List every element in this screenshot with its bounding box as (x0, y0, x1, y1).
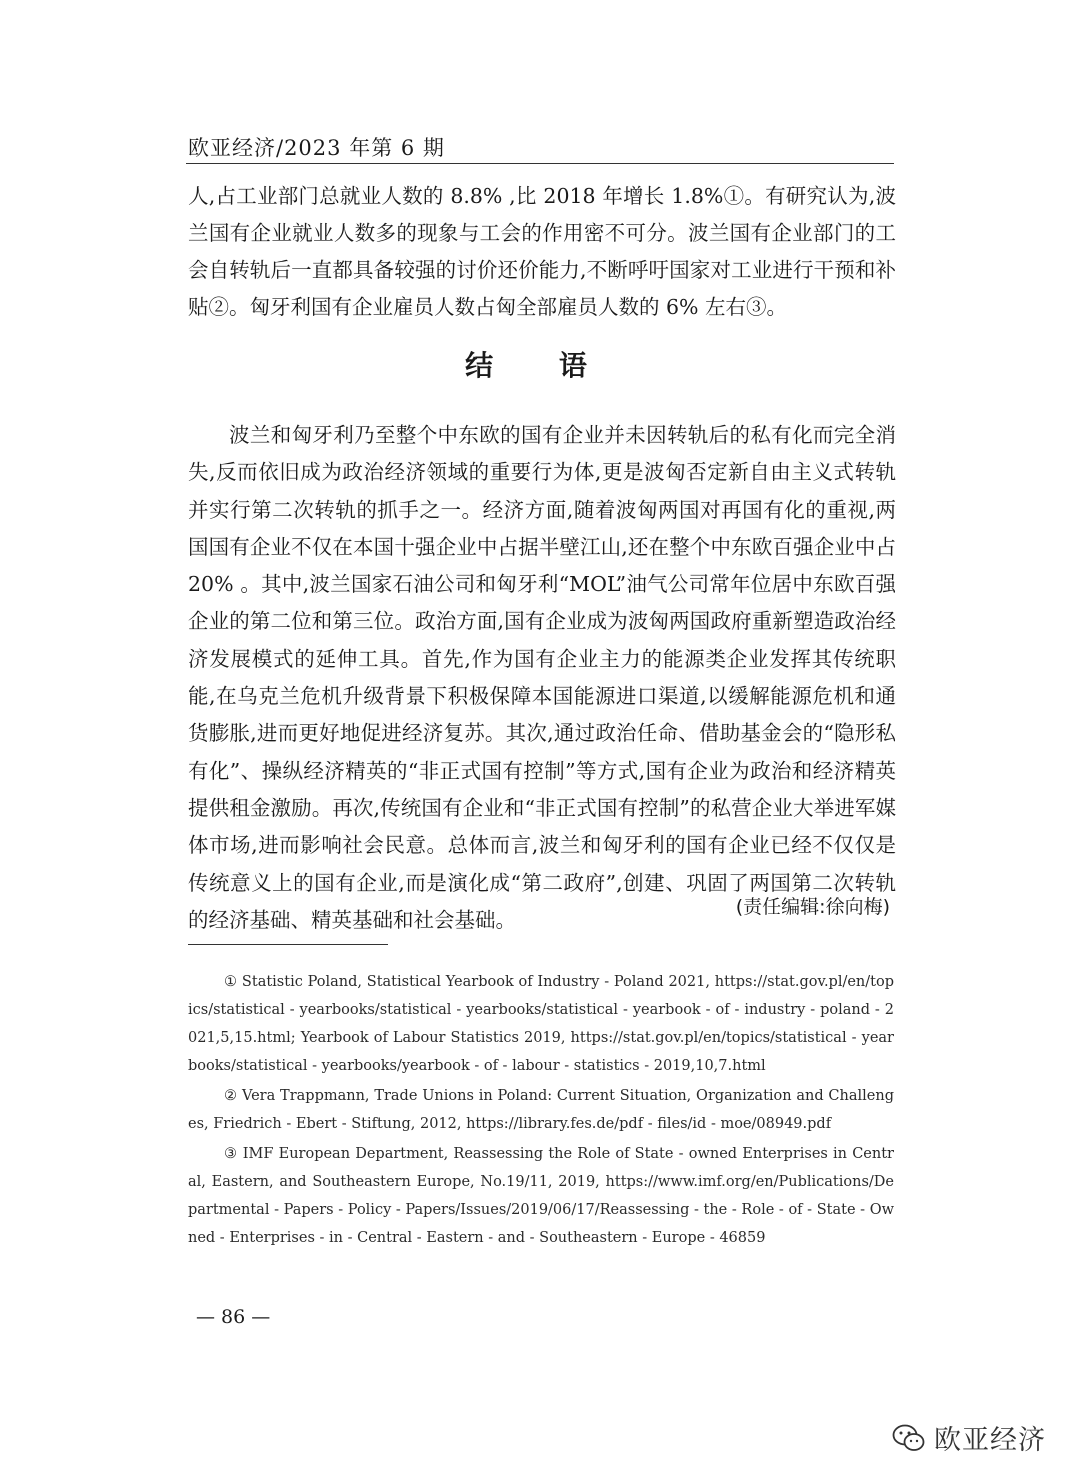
journal-header: 欧亚经济/2023 年第 6 期 (188, 136, 445, 160)
footnote-divider (188, 944, 388, 945)
header-divider (186, 163, 894, 164)
conclusion-paragraph: 波兰和匈牙利乃至整个中东欧的国有企业并未因转轨后的私有化而完全消失,反而依旧成为政治经济领域的重要行为体,更是波匈否定新自由主义式转轨并实行第二次转轨的抓手之一。经济方面,随着波匈两国对再国有化的重视,两国国有企业不仅在本国十强企业中占据半壁江山,还在整个中东欧百强企业中占 20% 。其中,波兰国家石油公司和匈牙利“MOL”油气公司常年位居中东欧百强企业的第二位和第三位。政治方面,国有企业成为波匈两国政府重新塑造政治经济发展模式的延伸工具。首先,作为国有企业主力的能源类企业发挥其传统职能,在乌克兰危机升级背景下积极保障本国能源进口渠道,以缓解能源危机和通货膨胀,进而更好地促进经济复苏。其次,通过政治任命、借助基金会的“隐形私有化”、操纵经济精英的“非正式国有控制”等方式,国有企业为政治和经济精英提供租金激励。再次,传统国有企业和“非正式国有控制”的私营企业大举进军媒体市场,进而影响社会民意。总体而言,波兰和匈牙利的国有企业已经不仅仅是传统意义上的国有企业,而是演化成“第二政府”,创建、巩固了两国第二次转轨的经济基础、精英基础和社会基础。 (188, 423, 896, 932)
section-title: 结 语 (465, 349, 615, 382)
footnote-2: ② Vera Trappmann, Trade Unions in Poland: Current Situation, Organization and Challenges, Friedrich - Ebert - Stiftung, 2012, https://library.fes.de/pdf - files/id - moe/08949.pdf (188, 1088, 894, 1132)
footnotes (188, 968, 894, 1254)
wechat-icon (892, 1423, 926, 1453)
page-number: — 86 — (196, 1306, 271, 1328)
editor-credit: (责任编辑:徐向梅) (735, 896, 890, 918)
watermark-text: 欧亚经济 (934, 1425, 1046, 1456)
watermark (892, 1418, 1046, 1457)
intro-paragraph: 人,占工业部门总就业人数的 8.8% ,比 2018 年增长 1.8%①。有研究认为,波兰国有企业就业人数多的现象与工会的作用密不可分。波兰国有企业部门的工会自转轨后一直都具备较强的讨价还价能力,不断呼吁国家对工业进行干预和补贴②。匈牙利国有企业雇员人数占匈全部雇员人数的 6% 左右③。 (188, 184, 896, 319)
footnote-1: ① Statistic Poland, Statistical Yearbook of Industry - Poland 2021, https://stat.gov.pl/en/topics/statistical - yearbooks/statistical - yearbooks/statistical - yearbook - of - industry - poland - 2021,5,15.html; Yearbook of Labour Statistics 2019, https://stat.gov.pl/en/topics/statistical - yearbooks/statistical - yearbooks/yearbook - of - labour - statistics - 2019,10,7.html (188, 974, 894, 1074)
footnote-3: ③ IMF European Department, Reassessing the Role of State - owned Enterprises in Central, Eastern, and Southeastern Europe, No.19/11, 2019, https://www.imf.org/en/Publications/Departmental - Papers - Policy - Papers/Issues/2019/06/17/Reassessing - the - Role - of - State - Owned - Enterprises - in - Central - Eastern - and - Southeastern - Europe - 46859 (188, 1146, 894, 1246)
